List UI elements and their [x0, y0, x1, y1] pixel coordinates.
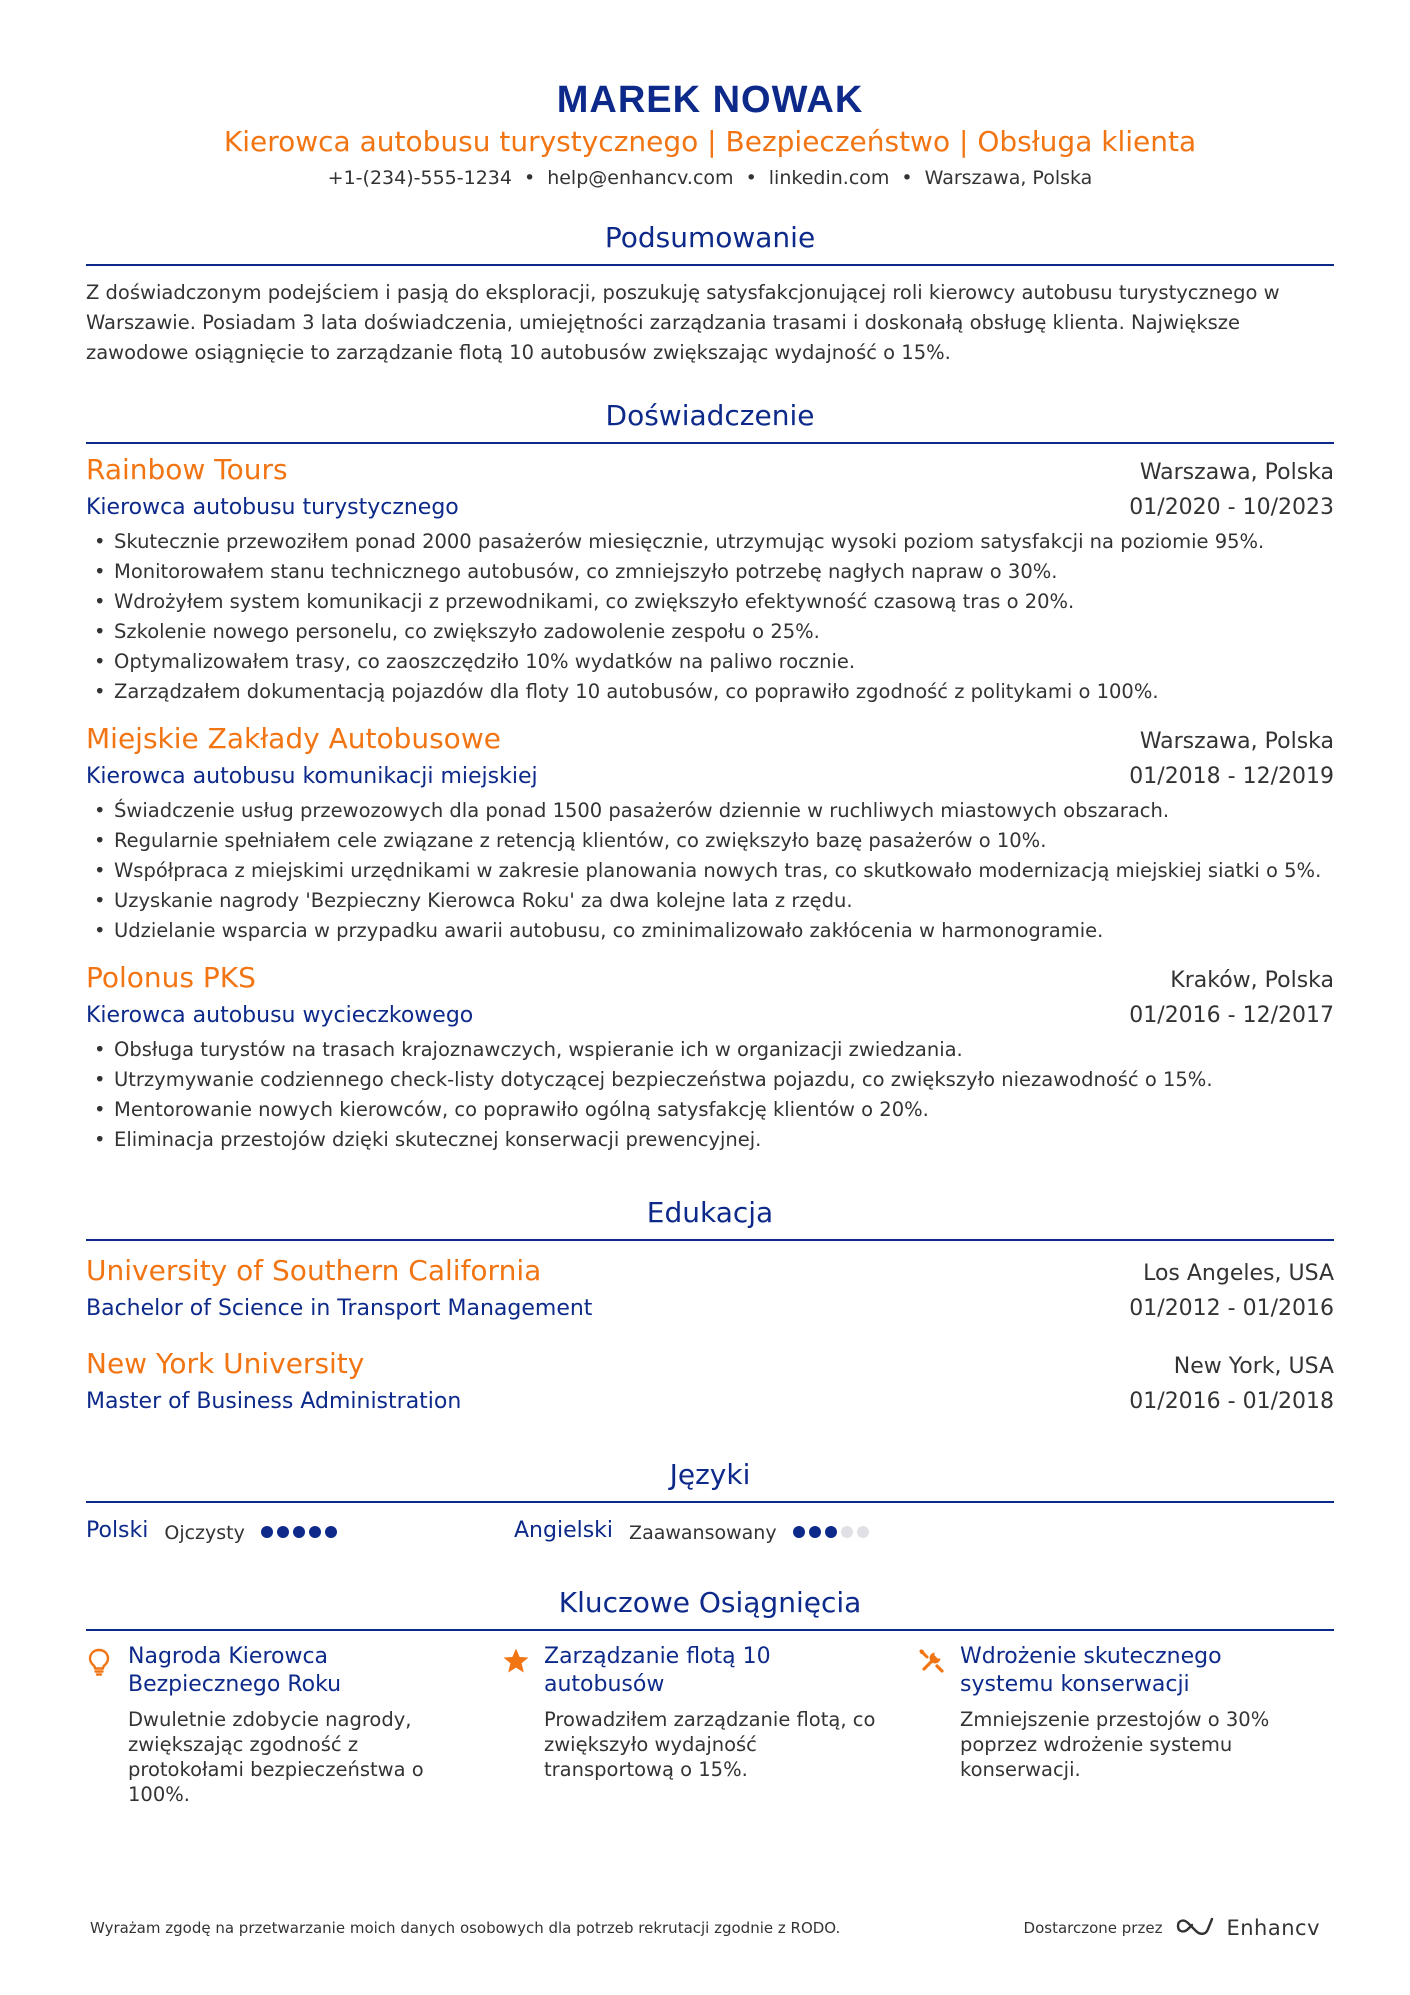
rating-dot-filled [825, 1526, 837, 1538]
lightbulb-icon [86, 1643, 128, 1807]
job-role: Kierowca autobusu wycieczkowego [86, 1003, 474, 1028]
section-title: Języki [86, 1457, 1334, 1503]
job-bullets [86, 527, 1334, 707]
summary-section [86, 220, 1334, 368]
summary-text: Z doświadczonym podejściem i pasją do eksploracji, poszukuję satysfakcjonującej roli kierowcy autobusu turystycznego w Warszawie. Posiadam 3 lata doświadczenia, umiejętności zarządzania trasami i doskonałą obsługę klienta. Największe zawodowe osiągnięcie to zarządzanie flotą 10 autobusów zwiększając wydajność o 15%. [86, 281, 1280, 364]
rating-dot-empty [841, 1526, 853, 1538]
job-dates: 01/2018 - 12/2019 [1129, 764, 1334, 789]
list-item: • Regularnie spełniałem cele związane z retencją klientów, co zwiększyło bazę pasażerów o 10%. [86, 826, 1334, 856]
achievement-title: Wdrożenie skutecznego systemu konserwacji [960, 1644, 1222, 1697]
education-entry [86, 1346, 1334, 1419]
list-item: • Szkolenie nowego personelu, co zwiększyło zadowolenie zespołu o 25%. [86, 617, 1334, 647]
section-title: Edukacja [86, 1195, 1334, 1241]
achievement-item [502, 1643, 918, 1807]
separator-dot: • [523, 167, 536, 189]
candidate-name: MAREK NOWAK [556, 79, 864, 121]
rating-dot-filled [277, 1526, 289, 1538]
list-item: • Optymalizowałem trasy, co zaoszczędziło 10% wydatków na paliwo rocznie. [86, 647, 1334, 677]
school-location: New York, USA [1173, 1354, 1334, 1379]
tools-icon [918, 1643, 960, 1807]
job-dates: 01/2016 - 12/2017 [1129, 1003, 1334, 1028]
list-item: • Współpraca z miejskimi urzędnikami w zakresie planowania nowych tras, co skutkowało modernizacją miejskiej siatki o 5%. [86, 856, 1334, 886]
languages-list [86, 1513, 1334, 1547]
resume-header [86, 78, 1334, 192]
brand-name: Enhancv [1226, 1916, 1320, 1940]
phone: +1-(234)-555-1234 [327, 167, 512, 189]
rating-dot-empty [857, 1526, 869, 1538]
achievement-description: Dwuletnie zdobycie nagrody, zwiększając zgodność z protokołami bezpieczeństwa o 100%. [128, 1708, 424, 1806]
job-entry [86, 960, 1334, 1155]
job-role: Kierowca autobusu komunikacji miejskiej [86, 764, 538, 789]
language-rating [261, 1526, 337, 1538]
job-entry [86, 452, 1334, 707]
education-dates: 01/2012 - 01/2016 [1129, 1296, 1334, 1321]
powered-by[interactable] [1024, 1915, 1320, 1941]
language-item [86, 1518, 514, 1543]
rodo-consent: Wyrażam zgodę na przetwarzanie moich danych osobowych dla potrzeb rekrutacji zgodnie z RODO. [90, 1919, 841, 1937]
rating-dot-filled [293, 1526, 305, 1538]
list-item: • Uzyskanie nagrody 'Bezpieczny Kierowca Roku' za dwa kolejne lata z rzędu. [86, 886, 1334, 916]
language-name: Angielski [514, 1517, 614, 1543]
achievement-title: Nagroda Kierowca Bezpiecznego Roku [128, 1644, 342, 1697]
job-entry [86, 721, 1334, 946]
job-dates: 01/2020 - 10/2023 [1129, 495, 1334, 520]
enhancv-logo-icon [1174, 1915, 1218, 1941]
language-level: Zaawansowany [629, 1522, 777, 1544]
job-location: Kraków, Polska [1170, 968, 1334, 993]
language-item [514, 1518, 942, 1543]
school-name: University of Southern California [86, 1254, 542, 1287]
company-name: Rainbow Tours [86, 453, 288, 486]
degree: Master of Business Administration [86, 1389, 462, 1414]
rating-dot-filled [261, 1526, 273, 1538]
company-name: Polonus PKS [86, 961, 256, 994]
achievements-list [86, 1643, 1334, 1807]
achievement-item [86, 1643, 502, 1807]
job-bullets [86, 1035, 1334, 1155]
headline: Kierowca autobusu turystycznego | Bezpieczeństwo | Obsługa klienta [223, 125, 1197, 158]
rating-dot-filled [309, 1526, 321, 1538]
language-name: Polski [86, 1517, 149, 1543]
achievement-item [918, 1643, 1334, 1807]
list-item: • Utrzymywanie codziennego check-listy dotyczącej bezpieczeństwa pojazdu, co zwiększyło niezawodność o 15%. [86, 1065, 1334, 1095]
degree: Bachelor of Science in Transport Management [86, 1296, 593, 1321]
star-icon [502, 1643, 544, 1807]
achievements-section [86, 1585, 1334, 1807]
job-bullets [86, 796, 1334, 946]
language-level: Ojczysty [164, 1522, 245, 1544]
powered-by-label: Dostarczone przez [1023, 1919, 1163, 1937]
section-title: Doświadczenie [86, 398, 1334, 444]
location: Warszawa, Polska [924, 167, 1093, 189]
languages-section [86, 1457, 1334, 1547]
job-location: Warszawa, Polska [1139, 460, 1334, 485]
rating-dot-filled [793, 1526, 805, 1538]
rating-dot-filled [809, 1526, 821, 1538]
school-location: Los Angeles, USA [1143, 1261, 1334, 1286]
school-name: New York University [86, 1347, 365, 1380]
list-item: • Obsługa turystów na trasach krajoznawczych, wspieranie ich w organizacji zwiedzania. [86, 1035, 1334, 1065]
resume-page [86, 78, 1334, 1807]
list-item: • Udzielanie wsparcia w przypadku awarii autobusu, co zminimalizowało zakłócenia w harmonogramie. [86, 916, 1334, 946]
list-item: • Mentorowanie nowych kierowców, co poprawiło ogólną satysfakcję klientów o 20%. [86, 1095, 1334, 1125]
language-rating [793, 1526, 869, 1538]
list-item: • Eliminacja przestojów dzięki skutecznej konserwacji prewencyjnej. [86, 1125, 1334, 1155]
linkedin-link[interactable]: linkedin.com [768, 167, 890, 189]
achievement-description: Zmniejszenie przestojów o 30% poprzez wdrożenie systemu konserwacji. [960, 1708, 1270, 1781]
achievement-description: Prowadziłem zarządzanie flotą, co zwiększyło wydajność transportową o 15%. [544, 1708, 876, 1781]
list-item: • Zarządzałem dokumentacją pojazdów dla floty 10 autobusów, co poprawiło zgodność z politykami o 100%. [86, 677, 1334, 707]
experience-section [86, 398, 1334, 1155]
education-dates: 01/2016 - 01/2018 [1129, 1389, 1334, 1414]
section-title: Kluczowe Osiągnięcia [86, 1585, 1334, 1631]
education-section [86, 1195, 1334, 1419]
job-role: Kierowca autobusu turystycznego [86, 495, 459, 520]
separator-dot: • [901, 167, 913, 189]
achievement-title: Zarządzanie flotą 10 autobusów [544, 1644, 771, 1697]
list-item: • Skutecznie przewoziłem ponad 2000 pasażerów miesięcznie, utrzymując wysoki poziom satysfakcji na poziomie 95%. [86, 527, 1334, 557]
list-item: • Monitorowałem stanu technicznego autobusów, co zmniejszyło potrzebę nagłych napraw o 30%. [86, 557, 1334, 587]
page-footer [90, 1915, 1320, 1941]
company-name: Miejskie Zakłady Autobusowe [86, 722, 501, 755]
contact-line [86, 164, 1334, 192]
email-link[interactable]: help@enhancv.com [547, 167, 734, 189]
rating-dot-filled [325, 1526, 337, 1538]
separator-dot: • [745, 167, 757, 189]
job-location: Warszawa, Polska [1139, 729, 1334, 754]
list-item: • Świadczenie usług przewozowych dla ponad 1500 pasażerów dziennie w ruchliwych miastowych obszarach. [86, 796, 1334, 826]
education-entry [86, 1253, 1334, 1326]
section-title: Podsumowanie [86, 220, 1334, 266]
list-item: • Wdrożyłem system komunikacji z przewodnikami, co zwiększyło efektywność czasową tras o 20%. [86, 587, 1334, 617]
